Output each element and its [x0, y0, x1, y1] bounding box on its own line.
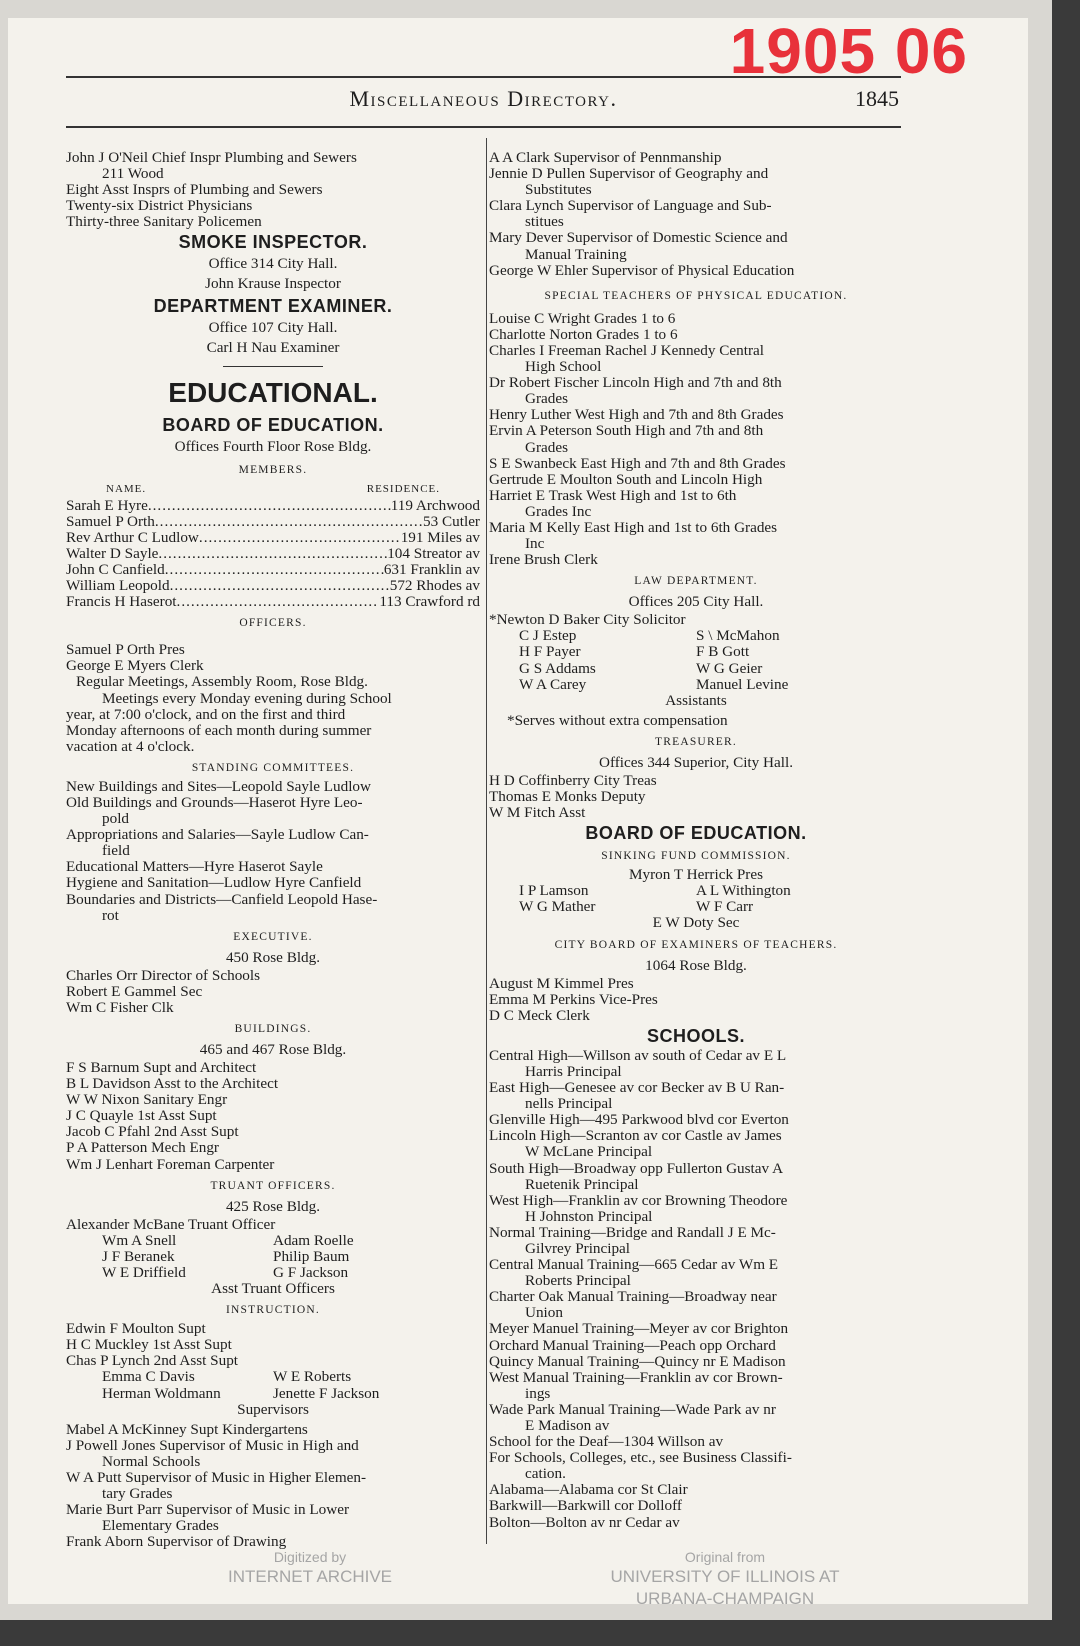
committee-line: Old Buildings and Grounds—Haserot Hyre Leo- — [66, 794, 363, 811]
special-line: S E Swanbeck East High and 7th and 8th Grades — [489, 455, 786, 472]
treasurer-line: W M Fitch Asst — [489, 805, 586, 822]
intro-line: Thirty-three Sanitary Policemen — [66, 214, 262, 231]
original-from-watermark — [590, 1548, 860, 1610]
committee-line: Hygiene and Sanitation—Ludlow Hyre Canfield — [66, 875, 362, 892]
law-office: Offices 205 City Hall. — [628, 593, 764, 611]
department-examiner-heading: DEPARTMENT EXAMINER. — [153, 296, 393, 317]
sinking-pair: I P Lamson A L Withington — [519, 882, 791, 900]
year-stamp: 1905 06 — [729, 15, 968, 87]
school-line: Barkwill—Barkwill cor Dolloff — [489, 1498, 682, 1515]
instruction-line: H C Muckley 1st Asst Supt — [66, 1337, 232, 1354]
sinking-pair: W G Mather W F Carr — [519, 898, 754, 916]
examiners-label: CITY BOARD OF EXAMINERS OF TEACHERS. — [554, 938, 838, 951]
member-row: William Leopold ..... 572 Rhodes av — [66, 578, 480, 594]
buildings-line: Jacob C Pfahl 2nd Asst Supt — [66, 1124, 239, 1141]
intro-line: John J O'Neil Chief Inspr Plumbing and Sewers — [66, 150, 357, 166]
officer-line: Regular Meetings, Assembly Room, Rose Bldg. — [76, 674, 368, 691]
school-line: Lincoln High—Scranton av cor Castle av James — [489, 1128, 782, 1145]
truant-officers-label: TRUANT OFFICERS. — [210, 1179, 336, 1192]
committee-line: New Buildings and Sites—Leopold Sayle Ludlow — [66, 778, 371, 795]
school-line: W McLane Principal — [525, 1144, 653, 1161]
committee-line: rot — [102, 907, 119, 924]
examiners-line: D C Meck Clerk — [489, 1007, 590, 1024]
members-label: MEMBERS. — [238, 464, 308, 477]
truant-pair: W E Driffield G F Jackson — [102, 1263, 349, 1281]
supervisor-line: tary Grades — [102, 1486, 173, 1503]
special-line: Ervin A Peterson South High and 7th and 8th — [489, 423, 764, 440]
law-head: *Newton D Baker City Solicitor — [489, 612, 686, 629]
section-rule — [223, 366, 323, 367]
standing-committees-label: STANDING COMMITTEES. — [191, 761, 355, 774]
sinking-head: Myron T Herrick Pres — [629, 866, 763, 884]
university-text-1: UNIVERSITY OF ILLINOIS AT — [610, 1567, 840, 1586]
instruction-line: Edwin F Moulton Supt — [66, 1321, 206, 1338]
executive-label: EXECUTIVE. — [233, 930, 313, 943]
school-line: cation. — [525, 1466, 566, 1483]
board-office: Offices Fourth Floor Rose Bldg. — [174, 438, 372, 456]
member-row: John C Canfield ..... 631 Franklin av — [66, 562, 480, 578]
school-line: Central Manual Training—665 Cedar av Wm E — [489, 1257, 779, 1274]
supervisor-line: Substitutes — [525, 182, 592, 199]
truant-head: Alexander McBane Truant Officer — [66, 1216, 276, 1233]
special-line: Charlotte Norton Grades 1 to 6 — [489, 326, 678, 343]
school-line: E Madison av — [525, 1418, 610, 1434]
treasurer-office: Offices 344 Superior, City Hall. — [599, 753, 793, 771]
school-line: West High—Franklin av cor Browning Theodore — [489, 1192, 788, 1209]
school-line: Alabama—Alabama cor St Clair — [489, 1482, 688, 1499]
page-number: 1845 — [855, 86, 899, 111]
university-text-2: URBANA-CHAMPAIGN — [635, 1589, 815, 1608]
school-line: Glenville High—495 Parkwood blvd cor Everton — [489, 1112, 789, 1129]
sinking-fund-label: SINKING FUND COMMISSION. — [601, 850, 791, 863]
school-line: For Schools, Colleges, etc., see Business Classifi- — [489, 1450, 792, 1467]
left-column — [66, 150, 480, 1550]
supervisors-label: Supervisors — [237, 1400, 309, 1418]
special-line: Harriet E Trask West High and 1st to 6th — [489, 487, 737, 504]
special-line: Grades — [525, 439, 569, 456]
school-line: Charter Oak Manual Training—Broadway near — [489, 1289, 777, 1306]
officer-line: year, at 7:00 o'clock, and on the first and third — [66, 706, 346, 723]
intro-line: 211 Wood — [102, 166, 164, 183]
supervisor-line: J Powell Jones Supervisor of Music in High and — [66, 1437, 359, 1454]
member-row: Samuel P Orth ..... 53 Cutler — [66, 514, 480, 530]
supervisor-line: Clara Lynch Supervisor of Language and Sub- — [489, 198, 772, 215]
committee-line: field — [102, 843, 130, 860]
special-line: Henry Luther West High and 7th and 8th Grades — [489, 407, 784, 424]
board-heading-right: BOARD OF EDUCATION. — [585, 823, 807, 844]
supervisor-line: A A Clark Supervisor of Pennmanship — [489, 150, 722, 166]
residence-label: RESIDENCE. — [366, 483, 440, 496]
school-line: Gilvrey Principal — [525, 1240, 631, 1257]
buildings-office: 465 and 467 Rose Bldg. — [199, 1041, 347, 1058]
executive-line: Robert E Gammel Sec — [66, 983, 203, 1000]
buildings-label: BUILDINGS. — [234, 1023, 312, 1035]
buildings-line: B L Davidson Asst to the Architect — [66, 1076, 279, 1093]
officer-line: vacation at 4 o'clock. — [66, 738, 195, 755]
assistants-label: Assistants — [665, 691, 727, 709]
special-line: Grades Inc — [525, 503, 592, 520]
digitized-by-watermark — [210, 1548, 410, 1588]
running-title: Miscellaneous Directory. — [349, 86, 618, 111]
column-divider — [486, 138, 487, 1544]
supervisor-line: Jennie D Pullen Supervisor of Geography and — [489, 166, 769, 183]
special-line: Charles I Freeman Rachel J Kennedy Central — [489, 342, 764, 359]
member-row: Francis H Haserot ..... 113 Crawford rd — [66, 594, 480, 610]
school-line: Normal Training—Bridge and Randall J E Mc- — [489, 1224, 776, 1241]
smoke-inspector-heading: SMOKE INSPECTOR. — [178, 232, 368, 253]
buildings-line: W W Nixon Sanitary Engr — [66, 1092, 228, 1109]
law-pair: H F Payer F B Gott — [519, 643, 750, 661]
instruction-line: Chas P Lynch 2nd Asst Supt — [66, 1353, 239, 1370]
supervisor-line: George W Ehler Supervisor of Physical Education — [489, 262, 795, 279]
school-line: Wade Park Manual Training—Wade Park av nr — [489, 1401, 776, 1418]
committee-line: Boundaries and Districts—Canfield Leopold Hase- — [66, 891, 378, 908]
page-header — [66, 76, 901, 128]
member-row: Walter D Sayle ..... 104 Streator av — [66, 546, 480, 562]
buildings-line: F S Barnum Supt and Architect — [66, 1060, 257, 1076]
school-line: Harris Principal — [525, 1063, 622, 1080]
special-line: Inc — [525, 536, 545, 553]
truant-pair: J F Beranek Philip Baum — [102, 1247, 350, 1265]
supervisor-line: Frank Aborn Supervisor of Drawing — [66, 1534, 287, 1551]
buildings-line: P A Patterson Mech Engr — [66, 1140, 219, 1157]
dept-office: Office 107 City Hall. — [208, 319, 338, 337]
treasurer-label: TREASURER. — [655, 735, 737, 748]
member-row: Sarah E Hyre ..... 119 Archwood — [66, 498, 480, 514]
committee-line: pold — [102, 811, 130, 828]
supervisor-line: Manual Training — [525, 246, 627, 263]
treasurer-line: Thomas E Monks Deputy — [489, 789, 646, 805]
truant-pair: Wm A Snell Adam Roelle — [102, 1231, 354, 1249]
committee-line: Appropriations and Salaries—Sayle Ludlow Can- — [66, 827, 369, 844]
buildings-line: J C Quayle 1st Asst Supt — [66, 1108, 217, 1125]
supervisor-line: Mabel A McKinney Supt Kindergartens — [66, 1421, 308, 1438]
member-row: Rev Arthur C Ludlow ..... 191 Miles av — [66, 530, 480, 546]
supervisor-line: Marie Burt Parr Supervisor of Music in Lower — [66, 1502, 350, 1519]
law-department-label: LAW DEPARTMENT. — [634, 575, 758, 588]
examiners-line: August M Kimmel Pres — [489, 975, 634, 992]
examiners-office: 1064 Rose Bldg. — [645, 956, 747, 974]
members-header — [66, 481, 480, 497]
officer-line: Monday afternoons of each month during summer — [66, 722, 372, 739]
school-line: Central High—Willson av south of Cedar av E L — [489, 1047, 787, 1064]
committee-line: Educational Matters—Hyre Haserot Sayle — [66, 859, 323, 876]
school-line: H Johnston Principal — [525, 1208, 653, 1225]
special-teachers-label: SPECIAL TEACHERS OF PHYSICAL EDUCATION. — [544, 289, 848, 302]
supervisor-line: Elementary Grades — [102, 1518, 219, 1535]
special-line: Dr Robert Fischer Lincoln High and 7th and 8th — [489, 375, 782, 392]
instruction-pair: Emma C Davis W E Roberts — [102, 1368, 352, 1386]
truant-asst: Asst Truant Officers — [211, 1280, 335, 1298]
special-line: High School — [525, 359, 602, 376]
supervisor-line: Mary Dever Supervisor of Domestic Science and — [489, 230, 788, 247]
school-line: South High—Broadway opp Fullerton Gustav A — [489, 1160, 784, 1177]
examiners-line: Emma M Perkins Vice-Pres — [489, 991, 658, 1008]
instruction-label: INSTRUCTION. — [226, 1304, 320, 1317]
name-label: NAME. — [106, 483, 147, 496]
digitized-by-text: Digitized by — [273, 1549, 347, 1565]
school-line: East High—Genesee av cor Becker av B U Ran- — [489, 1080, 785, 1097]
special-line: Louise C Wright Grades 1 to 6 — [489, 310, 676, 327]
school-line: nells Principal — [525, 1096, 613, 1113]
smoke-person: John Krause Inspector — [205, 275, 341, 293]
officer-line: Samuel P Orth Pres — [66, 642, 185, 659]
school-line: Quincy Manual Training—Quincy nr E Madison — [489, 1353, 786, 1370]
instruction-pair: Herman Woldmann Jenette F Jackson — [102, 1384, 380, 1402]
school-line: ings — [525, 1385, 551, 1402]
sinking-sec: E W Doty Sec — [652, 914, 740, 932]
special-line: Irene Brush Clerk — [489, 552, 598, 569]
law-pair: G S Addams W G Geier — [519, 659, 763, 677]
intro-line: Twenty-six District Physicians — [66, 198, 253, 215]
treasurer-line: H D Coffinberry City Treas — [489, 772, 657, 789]
special-line: Grades — [525, 391, 569, 408]
internet-archive-text: INTERNET ARCHIVE — [227, 1567, 393, 1586]
officers-label: OFFICERS. — [239, 617, 307, 630]
school-line: Union — [525, 1305, 563, 1322]
serves-note: *Serves without extra compensation — [507, 712, 728, 729]
school-line: Roberts Principal — [525, 1273, 631, 1290]
executive-office: 450 Rose Bldg. — [225, 948, 321, 966]
school-line: School for the Deaf—1304 Willson av — [489, 1434, 724, 1451]
truant-office: 425 Rose Bldg. — [225, 1197, 321, 1215]
executive-line: Wm C Fisher Clk — [66, 999, 174, 1016]
special-line: Gertrude E Moulton South and Lincoln High — [489, 471, 763, 488]
officer-line: George E Myers Clerk — [66, 658, 204, 675]
law-pair: C J Estep S \ McMahon — [519, 627, 780, 645]
intro-line: Eight Asst Insprs of Plumbing and Sewers — [66, 182, 323, 199]
educational-heading: EDUCATIONAL. — [168, 377, 378, 409]
original-from-text: Original from — [684, 1549, 766, 1565]
executive-line: Charles Orr Director of Schools — [66, 967, 261, 984]
smoke-office: Office 314 City Hall. — [208, 255, 338, 273]
supervisor-line: stitues — [525, 214, 564, 231]
schools-heading: SCHOOLS. — [646, 1025, 745, 1046]
school-line: Ruetenik Principal — [525, 1176, 639, 1193]
special-line: Maria M Kelly East High and 1st to 6th Grades — [489, 519, 778, 536]
supervisor-line: W A Putt Supervisor of Music in Higher Elemen- — [66, 1469, 367, 1486]
board-heading: BOARD OF EDUCATION. — [162, 415, 384, 436]
officer-line: Meetings every Monday evening during School — [102, 690, 392, 707]
buildings-line: Wm J Lenhart Foreman Carpenter — [66, 1156, 275, 1173]
right-column — [489, 150, 903, 1531]
law-pair: W A Carey Manuel Levine — [519, 675, 789, 693]
supervisor-line: Normal Schools — [102, 1453, 201, 1470]
school-line: Bolton—Bolton av nr Cedar av — [489, 1514, 680, 1531]
school-line: Meyer Manuel Training—Meyer av cor Brighton — [489, 1321, 789, 1338]
dept-person: Carl H Nau Examiner — [206, 339, 340, 357]
school-line: Orchard Manual Training—Peach opp Orchard — [489, 1337, 776, 1354]
school-line: West Manual Training—Franklin av cor Brown- — [489, 1369, 783, 1386]
